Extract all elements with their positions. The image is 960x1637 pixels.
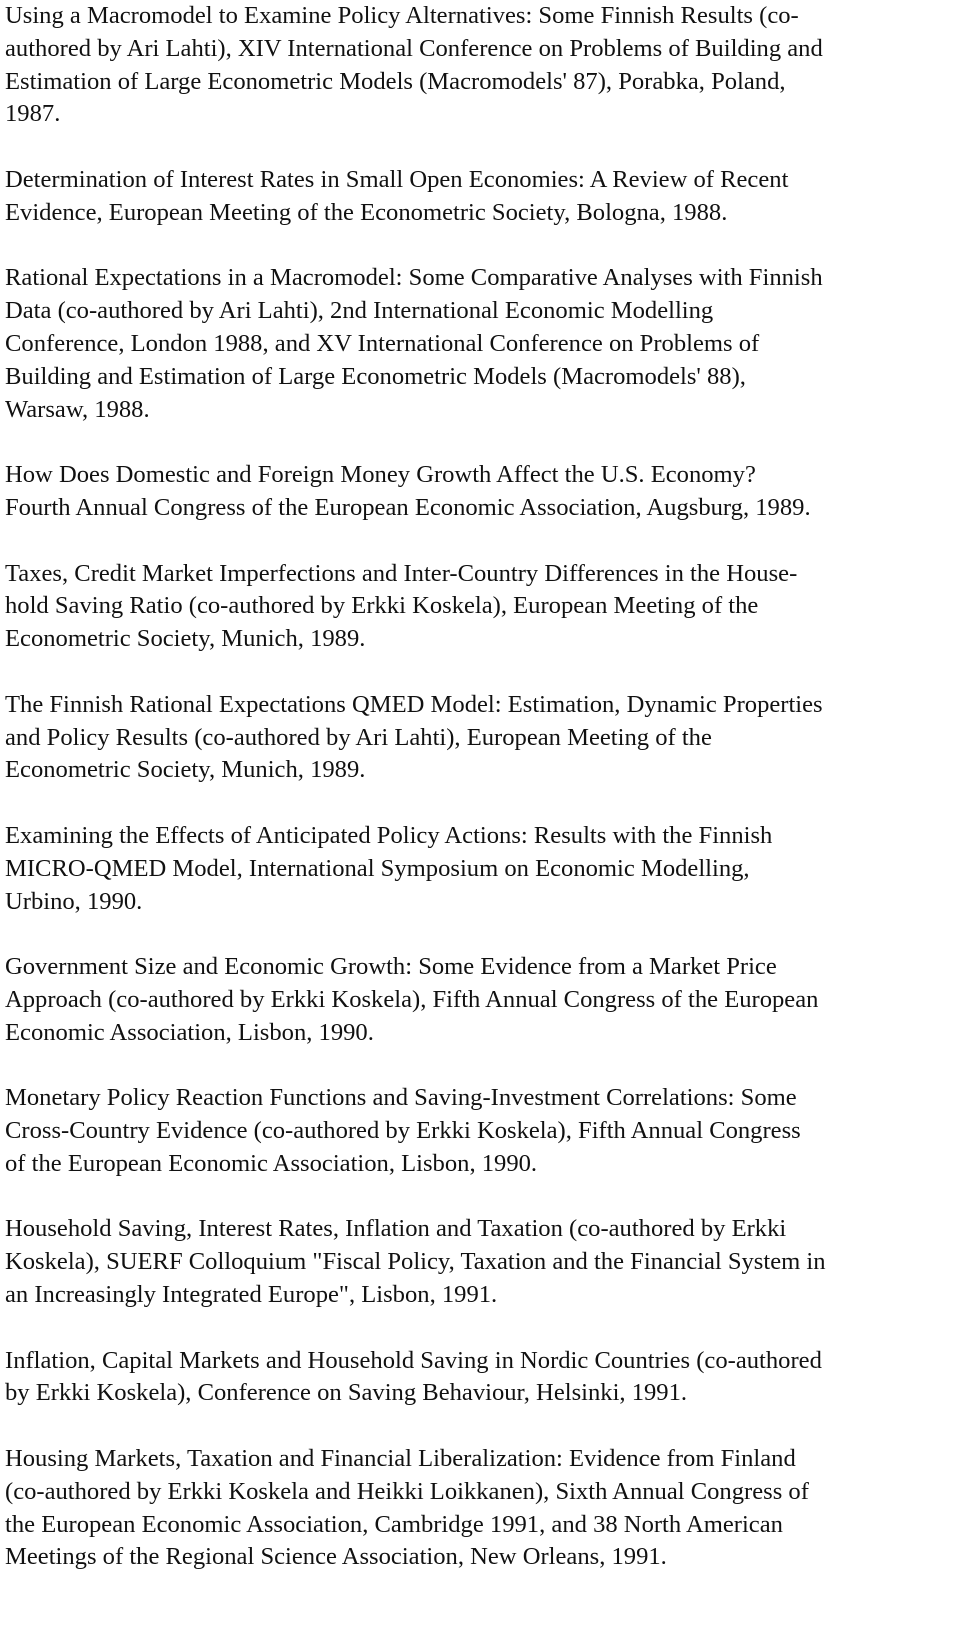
entry-line: Conference, London 1988, and XV International Conference on Problems of — [5, 329, 760, 357]
entry-line: (co-authored by Erkki Koskela and Heikki Loikkanen), Sixth Annual Congress of — [5, 1477, 809, 1505]
entry-line: Monetary Policy Reaction Functions and Saving-Investment Correlations: Some — [5, 1084, 797, 1112]
entry-line: the European Economic Association, Cambridge 1991, and 38 North American — [5, 1510, 783, 1538]
entry-line: Data (co-authored by Ari Lahti), 2nd International Economic Modelling — [5, 297, 714, 325]
entry-line: Housing Markets, Taxation and Financial Liberalization: Evidence from Finland — [5, 1445, 796, 1473]
entry-line: and Policy Results (co-authored by Ari Lahti), European Meeting of the — [5, 723, 712, 751]
reference-entry — [5, 0, 935, 131]
entry-line: of the European Economic Association, Lisbon, 1990. — [5, 1149, 538, 1177]
entry-line: Building and Estimation of Large Econometric Models (Macromodels' 88), — [5, 362, 746, 390]
reference-entry — [5, 951, 935, 1049]
entry-line: by Erkki Koskela), Conference on Saving Behaviour, Helsinki, 1991. — [5, 1379, 688, 1407]
entry-line: Rational Expectations in a Macromodel: Some Comparative Analyses with Finnish — [5, 264, 823, 292]
entry-line: Warsaw, 1988. — [5, 395, 150, 423]
reference-entry — [5, 1213, 935, 1311]
reference-entry — [5, 262, 935, 426]
entry-line: Econometric Society, Munich, 1989. — [5, 625, 366, 653]
entry-line: Approach (co-authored by Erkki Koskela), Fifth Annual Congress of the European — [5, 985, 819, 1013]
reference-entry — [5, 820, 935, 918]
reference-entry — [5, 459, 935, 525]
entry-line: Examining the Effects of Anticipated Policy Actions: Results with the Finnish — [5, 821, 773, 849]
reference-entry — [5, 164, 935, 230]
entry-line: Estimation of Large Econometric Models (Macromodels' 87), Porabka, Poland, — [5, 67, 786, 95]
entry-line: Economic Association, Lisbon, 1990. — [5, 1018, 374, 1046]
entry-line: Inflation, Capital Markets and Household Saving in Nordic Countries (co-authored — [5, 1346, 822, 1374]
entry-line: How Does Domestic and Foreign Money Growth Affect the U.S. Economy? — [5, 461, 756, 489]
entry-line: Taxes, Credit Market Imperfections and Inter-Country Differences in the House- — [5, 559, 798, 587]
entry-line: MICRO-QMED Model, International Symposium on Economic Modelling, — [5, 854, 750, 882]
entry-line: Meetings of the Regional Science Association, New Orleans, 1991. — [5, 1543, 667, 1571]
entry-line: Evidence, European Meeting of the Econometric Society, Bologna, 1988. — [5, 198, 728, 226]
reference-entry — [5, 1345, 935, 1411]
entry-line: Determination of Interest Rates in Small Open Economies: A Review of Recent — [5, 165, 789, 193]
entry-line: Cross-Country Evidence (co-authored by Erkki Koskela), Fifth Annual Congress — [5, 1117, 801, 1145]
entry-line: Government Size and Economic Growth: Some Evidence from a Market Price — [5, 953, 777, 981]
entry-line: Koskela), SUERF Colloquium "Fiscal Policy, Taxation and the Financial System in — [5, 1248, 826, 1276]
entry-line: hold Saving Ratio (co-authored by Erkki Koskela), European Meeting of the — [5, 592, 759, 620]
entry-line: an Increasingly Integrated Europe", Lisbon, 1991. — [5, 1281, 498, 1309]
entry-line: Fourth Annual Congress of the European Economic Association, Augsburg, 1989. — [5, 493, 811, 521]
reference-entry — [5, 1082, 935, 1180]
reference-entry — [5, 558, 935, 656]
entry-line: The Finnish Rational Expectations QMED Model: Estimation, Dynamic Properties — [5, 690, 823, 718]
entry-line: Urbino, 1990. — [5, 887, 143, 915]
entry-line: 1987. — [5, 100, 61, 128]
entry-line: Household Saving, Interest Rates, Inflation and Taxation (co-authored by Erkki — [5, 1215, 787, 1243]
entry-line: authored by Ari Lahti), XIV International Conference on Problems of Building and — [5, 34, 823, 62]
reference-entry — [5, 1443, 935, 1574]
entry-line: Econometric Society, Munich, 1989. — [5, 756, 366, 784]
entry-line: Using a Macromodel to Examine Policy Alternatives: Some Finnish Results (co- — [5, 2, 799, 29]
reference-entry — [5, 689, 935, 787]
